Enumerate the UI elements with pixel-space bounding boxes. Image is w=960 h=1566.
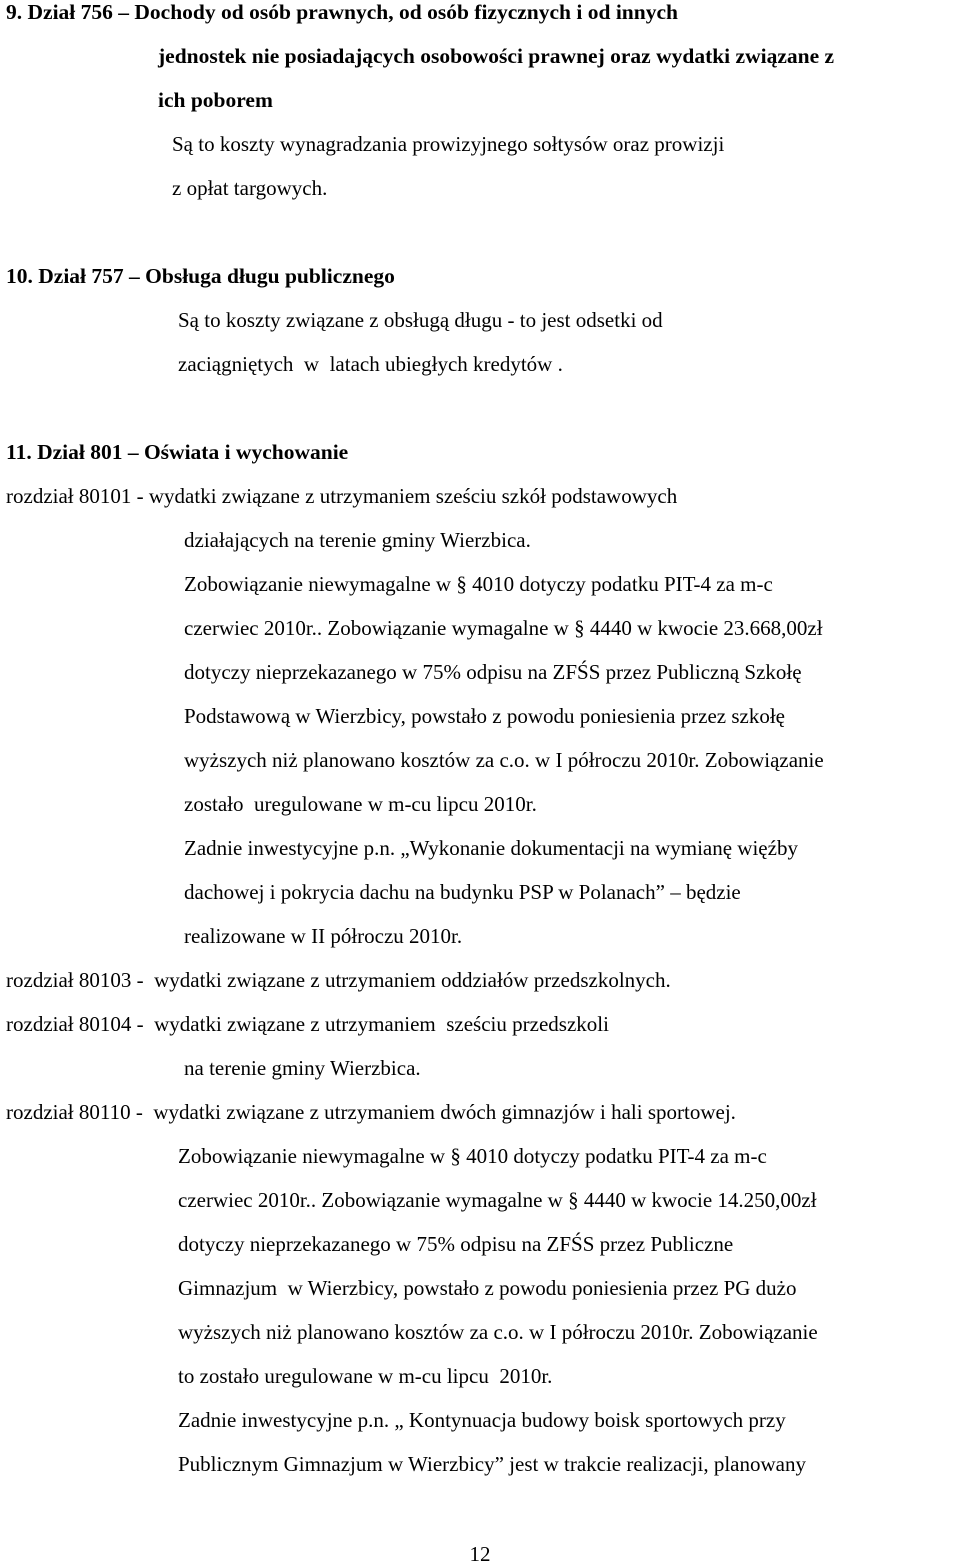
paragraph-line: Zadnie inwestycyjne p.n. „Wykonanie dokumentacji na wymianę więźby bbox=[184, 836, 798, 860]
paragraph-line: zaciągniętych w latach ubiegłych kredytów . bbox=[178, 352, 563, 376]
paragraph-line: dotyczy nieprzekazanego w 75% odpisu na ZFŚS przez Publiczną Szkołę bbox=[184, 660, 802, 684]
section-heading-756: 9. Dział 756 – Dochody od osób prawnych, od osób fizycznych i od innych bbox=[6, 0, 678, 24]
paragraph-line: czerwiec 2010r.. Zobowiązanie wymagalne w § 4440 w kwocie 14.250,00zł bbox=[178, 1188, 817, 1212]
section-heading-756-cont-1: jednostek nie posiadających osobowości prawnej oraz wydatki związane z bbox=[158, 44, 835, 68]
paragraph-line: Są to koszty związane z obsługą długu - to jest odsetki od bbox=[178, 308, 663, 332]
paragraph-line: realizowane w II półroczu 2010r. bbox=[184, 924, 463, 948]
paragraph-line: Zobowiązanie niewymagalne w § 4010 dotyczy podatku PIT-4 za m-c bbox=[178, 1144, 767, 1168]
paragraph-line: na terenie gminy Wierzbica. bbox=[184, 1056, 421, 1080]
paragraph-line: dotyczy nieprzekazanego w 75% odpisu na ZFŚS przez Publiczne bbox=[178, 1232, 734, 1256]
paragraph-line: Zadnie inwestycyjne p.n. „ Kontynuacja budowy boisk sportowych przy bbox=[178, 1408, 786, 1432]
section-heading-757: 10. Dział 757 – Obsługa długu publicznego bbox=[6, 264, 395, 288]
paragraph-line: Podstawową w Wierzbicy, powstało z powodu poniesienia przez szkołę bbox=[184, 704, 785, 728]
paragraph-line: rozdział 80110 - wydatki związane z utrzymaniem dwóch gimnazjów i hali sportowej. bbox=[6, 1100, 736, 1124]
paragraph-line: czerwiec 2010r.. Zobowiązanie wymagalne w § 4440 w kwocie 23.668,00zł bbox=[184, 616, 823, 640]
paragraph-line: rozdział 80104 - wydatki związane z utrzymaniem sześciu przedszkoli bbox=[6, 1012, 609, 1036]
paragraph-line: działających na terenie gminy Wierzbica. bbox=[184, 528, 531, 552]
paragraph-line: rozdział 80101 - wydatki związane z utrzymaniem sześciu szkół podstawowych bbox=[6, 484, 678, 508]
paragraph-line: z opłat targowych. bbox=[172, 176, 328, 200]
section-heading-756-cont-2: ich poborem bbox=[158, 88, 273, 112]
paragraph-line: rozdział 80103 - wydatki związane z utrzymaniem oddziałów przedszkolnych. bbox=[6, 968, 671, 992]
paragraph-line: Gimnazjum w Wierzbicy, powstało z powodu poniesienia przez PG dużo bbox=[178, 1276, 797, 1300]
paragraph-line: Publicznym Gimnazjum w Wierzbicy” jest w trakcie realizacji, planowany bbox=[178, 1452, 806, 1476]
paragraph-line: wyższych niż planowano kosztów za c.o. w I półroczu 2010r. Zobowiązanie bbox=[178, 1320, 818, 1344]
page-number: 12 bbox=[469, 1542, 491, 1566]
paragraph-line: to zostało uregulowane w m-cu lipcu 2010r. bbox=[178, 1364, 553, 1388]
paragraph-line: zostało uregulowane w m-cu lipcu 2010r. bbox=[184, 792, 537, 816]
paragraph-line: wyższych niż planowano kosztów za c.o. w I półroczu 2010r. Zobowiązanie bbox=[184, 748, 824, 772]
paragraph-line: dachowej i pokrycia dachu na budynku PSP w Polanach” – będzie bbox=[184, 880, 741, 904]
section-heading-801: 11. Dział 801 – Oświata i wychowanie bbox=[6, 440, 349, 464]
paragraph-line: Są to koszty wynagradzania prowizyjnego sołtysów oraz prowizji bbox=[172, 132, 725, 156]
paragraph-line: Zobowiązanie niewymagalne w § 4010 dotyczy podatku PIT-4 za m-c bbox=[184, 572, 773, 596]
